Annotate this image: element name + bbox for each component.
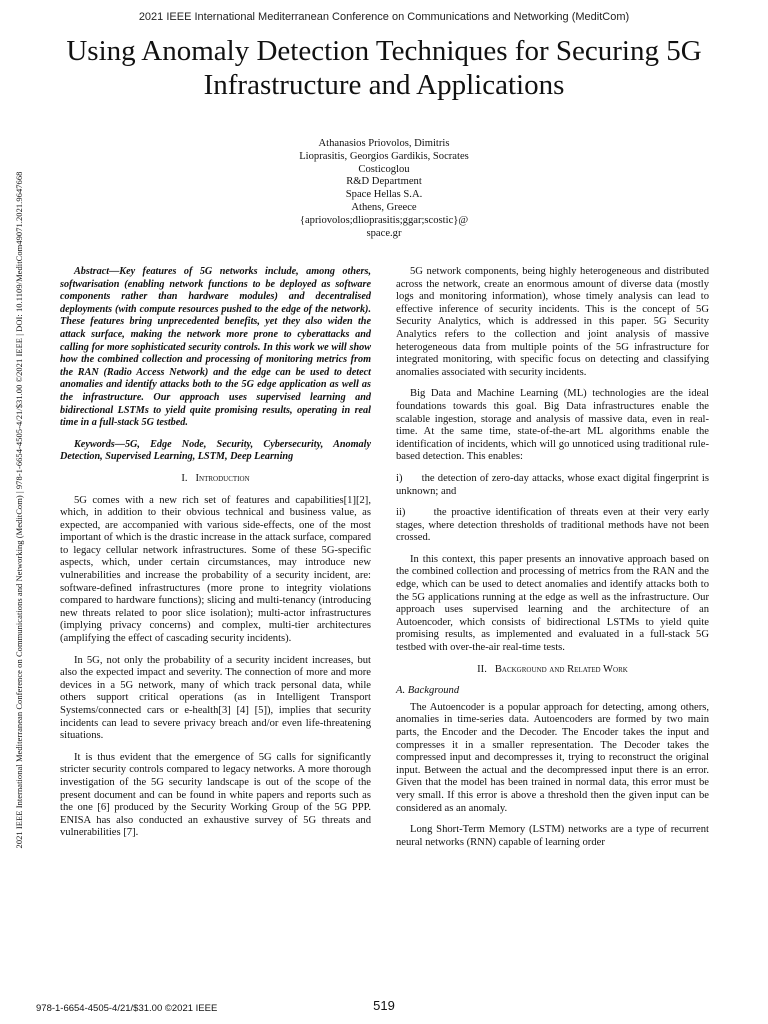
section-number: II.: [477, 663, 487, 675]
body-paragraph: In 5G, not only the probability of a security incident increases, but also the expected impact and severity. The connection of more and more devices in a 5G network, many of which track personal data, while others support critical operations (as in Intelligent Transport Systems/connected cars or e-health[3] [4] [5]), implies that security incidents can lead to severe privacy breach and/or even life-threatening situations.: [60, 654, 371, 742]
section-heading-introduction: [60, 473, 371, 486]
left-column: [60, 266, 371, 849]
sidebar-doi: [12, 130, 26, 890]
list-item: [396, 473, 709, 498]
abstract: [60, 266, 371, 430]
abstract-label: Abstract—: [74, 266, 120, 277]
author-email: {apriovolos;dlioprasitis;ggar;scostic}@: [299, 214, 469, 226]
list-marker: ii): [396, 507, 406, 519]
body-paragraph: It is thus evident that the emergence of 5G calls for significantly stricter security controls compared to legacy networks. A more thorough investigation of the 5G security landscape is out of the scope of the present document and can be found in white papers and reports such as the one [6] produced by the Security Working Group of the 5G PPP. ENISA has also conducted an exhaustive survey of 5G threats and vulnerabilities [7].: [60, 751, 371, 839]
list-item: [396, 507, 709, 545]
body-paragraph: 5G network components, being highly heterogeneous and distributed across the network, create an enormous amount of diverse data (mostly logs and monitoring information), whose timely analysis can lead to effective inference of security incidents. This is the concept of 5G Security Analytics, which is addressed in this paper. 5G Security Analytics refers to the collection and joint analysis of massive heterogeneous data from multiple points of the 5G infrastructure for integrated monitoring, with specific focus on detecting and classifying anomalies associated with security incidents.: [396, 266, 709, 378]
list-item-text: the detection of zero-day attacks, whose exact digital fingerprint is unknown; and: [396, 472, 709, 497]
section-title: Background and Related Work: [494, 663, 628, 675]
abstract-text: Key features of 5G networks include, among others, softwarisation (enabling network functions to be deployed as software components rather than hardware modules) and decentralised deployments (with compute resources pushed to the edge of the network). These features bring unprecedented benefits, yet they also widen the attack surface, making the network more prone to cyberattacks and calling for more sophisticated security controls. In this work we will show how the combined collection and processing of monitoring metrics from the RAN (Radio Access Network) and the edge can be used to detect anomalies and identify attacks both to the 5G edge application as well as the infrastructure. Our approach uses supervised learning and bidirectional LSTMs to yield quite promising results, operating in real time in a full-stack 5G testbed.: [60, 266, 371, 429]
affiliation-company: Space Hellas S.A.: [345, 189, 423, 201]
keywords-text: 5G, Edge Node, Security, Cybersecurity, Anomaly Detection, Supervised Learning, LSTM, Deep Learning: [60, 438, 371, 463]
body-paragraph: Long Short-Term Memory (LSTM) networks are a type of recurrent neural networks (RNN) capable of learning order: [396, 824, 709, 848]
body-paragraph: The Autoencoder is a popular approach for detecting, among others, anomalies in time-series data. Autoencoders are formed by two main parts, the Encoder and the Decoder. The Encoder takes the input and compresses it in a smaller representation. The Decoder takes the compressed input and decompresses it, trying to reconstruct the original input. Between the actual and the decompressed input there is an error. Given that the model has been trained in normal data, this error must be very small. If this error is above a threshold then the given input can be considered as an anomaly.: [396, 701, 709, 814]
section-heading-background: [396, 664, 709, 677]
keywords-label: Keywords—: [74, 438, 125, 450]
sidebar-doi-text: 2021 IEEE International Mediterranean Conference on Communications and Networking (MeditCom) | 978-1-6654-4505-4/21/$31.00 ©2021 IEEE | DOI: 10.1109/MeditCom49071.2021.9647668: [14, 171, 24, 849]
list-marker: i): [396, 472, 403, 484]
section-number: I.: [181, 472, 188, 484]
keywords: [60, 439, 371, 464]
footer-isbn: 978-1-6654-4505-4/21/$31.00 ©2021 IEEE: [36, 1003, 218, 1014]
author-block: [270, 138, 498, 240]
section-title: Introduction: [195, 472, 250, 484]
author-line: Lioprasitis, Georgios Gardikis, Socrates: [299, 150, 469, 162]
page-number: 519: [373, 998, 395, 1013]
body-paragraph: 5G comes with a new rich set of features and capabilities[1][2], which, in addition to their obvious technical and business value, as expected, are accompanied with various side-effects, one of the most important of which is the drastic increase in the attack surface, compared to legacy cellular network infrastructures. Some of these 5G-specific aspects, which, under certain circumstances, may introduce new vulnerabilities and increase the probability of a security incident, are: software-defined infrastructures (more prone to integrity violations compared to hardware functions); slicing and multi-tenancy (introducing new threats related to poor slice isolation); multi-actor infrastructures (implying privacy concerns) and complex, multi-tier architectures (amplifying the effect of cascading security incidents).: [60, 494, 371, 645]
paper-title: Using Anomaly Detection Techniques for Securing 5G Infrastructure and Applications: [66, 35, 702, 101]
affiliation-location: Athens, Greece: [351, 201, 417, 213]
affiliation-department: R&D Department: [346, 176, 422, 188]
subsection-heading: A. Background: [396, 685, 460, 697]
body-paragraph: In this context, this paper presents an innovative approach based on the combined collection and processing of metrics from the RAN and the edge, which can be used to detect anomalies and identify attacks both to the 5G applications running at the edge as well as the infrastructure. Our approach uses supervised learning and the architecture of an Autoencoder, which consists of bidirectional LSTMs to yield quite promising results, as implemented and evaluated in a full-stack 5G testbed with over-the-air real-time tests.: [396, 553, 709, 654]
author-line: Athanasios Priovolos, Dimitris: [318, 138, 450, 149]
right-column: [396, 266, 709, 858]
list-item-text: the proactive identification of threats even at their very early stages, where detection thresholds of traditional methods have not been crossed.: [396, 507, 709, 544]
author-line: Costicoglou: [358, 163, 410, 175]
body-paragraph: Big Data and Machine Learning (ML) technologies are the ideal foundations towards this goal. Big Data infrastructures enable the scalable ingestion, storage and analysis of massive data, even in real-time. At the same time, state-of-the-art ML algorithms enable the identification of incidents, which will go unnoticed using traditional rule-based detection. This enables:: [396, 388, 709, 463]
conference-header: 2021 IEEE International Mediterranean Conference on Communications and Networking (MeditCom): [138, 11, 630, 23]
author-email: space.gr: [366, 227, 402, 239]
